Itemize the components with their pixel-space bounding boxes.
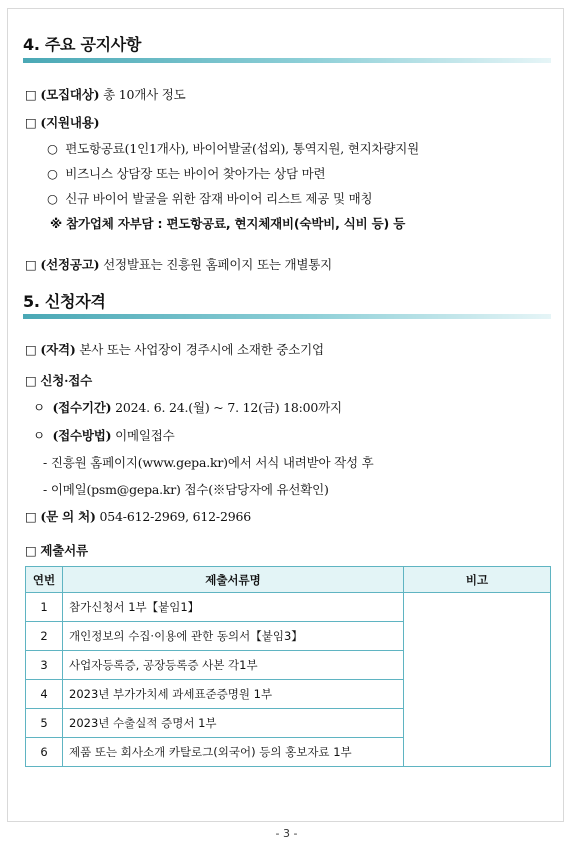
support-item xyxy=(47,164,325,182)
row-name: 2023년 부가가치세 과세표준증명원 1부 xyxy=(63,680,404,709)
period-line xyxy=(33,398,342,416)
selection-text: 선정발표는 진흥원 홈페이지 또는 개별통지 xyxy=(103,257,332,272)
row-no: 3 xyxy=(26,651,63,680)
qualification-text: 본사 또는 사업장이 경주시에 소재한 중소기업 xyxy=(79,342,324,357)
section4-title: 4. 주요 공지사항 xyxy=(23,35,142,54)
checkbox-icon: □ xyxy=(25,543,37,558)
contact-label: (문 의 처) xyxy=(40,509,96,524)
support-item xyxy=(47,189,372,207)
row-name: 개인정보의 수집·이용에 관한 동의서【붙임3】 xyxy=(63,622,404,651)
method-item xyxy=(43,480,329,498)
support-item-text: 비즈니스 상담장 또는 바이어 찾아가는 상담 마련 xyxy=(65,166,326,181)
row-no: 2 xyxy=(26,622,63,651)
support-item-text: 편도항공료(1인1개사), 바이어발굴(섭외), 통역지원, 현지차량지원 xyxy=(65,141,419,156)
section5-rule xyxy=(23,314,551,319)
documents-table xyxy=(25,566,551,767)
support-line xyxy=(25,113,99,131)
remark-cell xyxy=(404,593,551,767)
table-header-row xyxy=(26,567,551,593)
method-item-text: 이메일(psm@gepa.kr) 접수(※담당자에 유선확인) xyxy=(50,482,329,497)
recruit-line xyxy=(25,85,186,103)
apply-title: 신청·접수 xyxy=(40,373,93,388)
checkbox-icon: □ xyxy=(25,87,37,102)
dash-icon: - xyxy=(43,455,48,470)
checkbox-icon: □ xyxy=(25,115,37,130)
checkbox-icon: □ xyxy=(25,342,37,357)
row-no: 6 xyxy=(26,738,63,767)
circle-bullet-icon: ○ xyxy=(47,191,58,206)
row-name: 사업자등록증, 공장등록증 사본 각1부 xyxy=(63,651,404,680)
row-no: 1 xyxy=(26,593,63,622)
bullet-icon: ㅇ xyxy=(33,428,45,443)
section4-rule xyxy=(23,58,551,63)
circle-bullet-icon: ○ xyxy=(47,166,58,181)
qualification-label: (자격) xyxy=(40,342,76,357)
recruit-text: 총 10개사 정도 xyxy=(103,87,186,102)
period-text: 2024. 6. 24.(월) ~ 7. 12(금) 18:00까지 xyxy=(115,400,342,415)
dash-icon: - xyxy=(43,482,48,497)
header-remark: 비고 xyxy=(404,567,551,593)
bullet-icon: ㅇ xyxy=(33,400,45,415)
self-pay-note: ※ 참가업체 자부담 : 편도항공료, 현지체재비(숙박비, 식비 등) 등 xyxy=(50,216,406,231)
row-name: 2023년 수출실적 증명서 1부 xyxy=(63,709,404,738)
row-no: 4 xyxy=(26,680,63,709)
docs-title-line xyxy=(25,541,88,559)
contact-line xyxy=(25,507,251,525)
apply-title-line xyxy=(25,371,92,389)
checkbox-icon: □ xyxy=(25,509,37,524)
circle-bullet-icon: ○ xyxy=(47,141,58,156)
qualification-line xyxy=(25,340,324,358)
support-item-text: 신규 바이어 발굴을 위한 잠재 바이어 리스트 제공 및 매칭 xyxy=(65,191,373,206)
checkbox-icon: □ xyxy=(25,257,37,272)
recruit-label: (모집대상) xyxy=(40,87,100,102)
header-no: 연번 xyxy=(26,567,63,593)
support-label: (지원내용) xyxy=(40,115,100,130)
support-item xyxy=(47,139,419,157)
section5-title: 5. 신청자격 xyxy=(23,292,106,311)
row-name: 참가신청서 1부【붙임1】 xyxy=(63,593,404,622)
method-line xyxy=(33,426,175,444)
header-name: 제출서류명 xyxy=(63,567,404,593)
row-no: 5 xyxy=(26,709,63,738)
row-name: 제품 또는 회사소개 카탈로그(외국어) 등의 홍보자료 1부 xyxy=(63,738,404,767)
method-item-text: 진흥원 홈페이지(www.gepa.kr)에서 서식 내려받아 작성 후 xyxy=(50,455,374,470)
page-number: - 3 - xyxy=(275,827,298,840)
method-item xyxy=(43,453,374,471)
period-label: (접수기간) xyxy=(52,400,112,415)
method-label: (접수방법) xyxy=(52,428,112,443)
selection-label: (선정공고) xyxy=(40,257,100,272)
contact-text: 054-612-2969, 612-2966 xyxy=(99,509,251,524)
checkbox-icon: □ xyxy=(25,373,37,388)
selection-line xyxy=(25,255,332,273)
docs-title: 제출서류 xyxy=(40,543,88,558)
method-text: 이메일접수 xyxy=(115,428,175,443)
table-row xyxy=(26,593,551,622)
